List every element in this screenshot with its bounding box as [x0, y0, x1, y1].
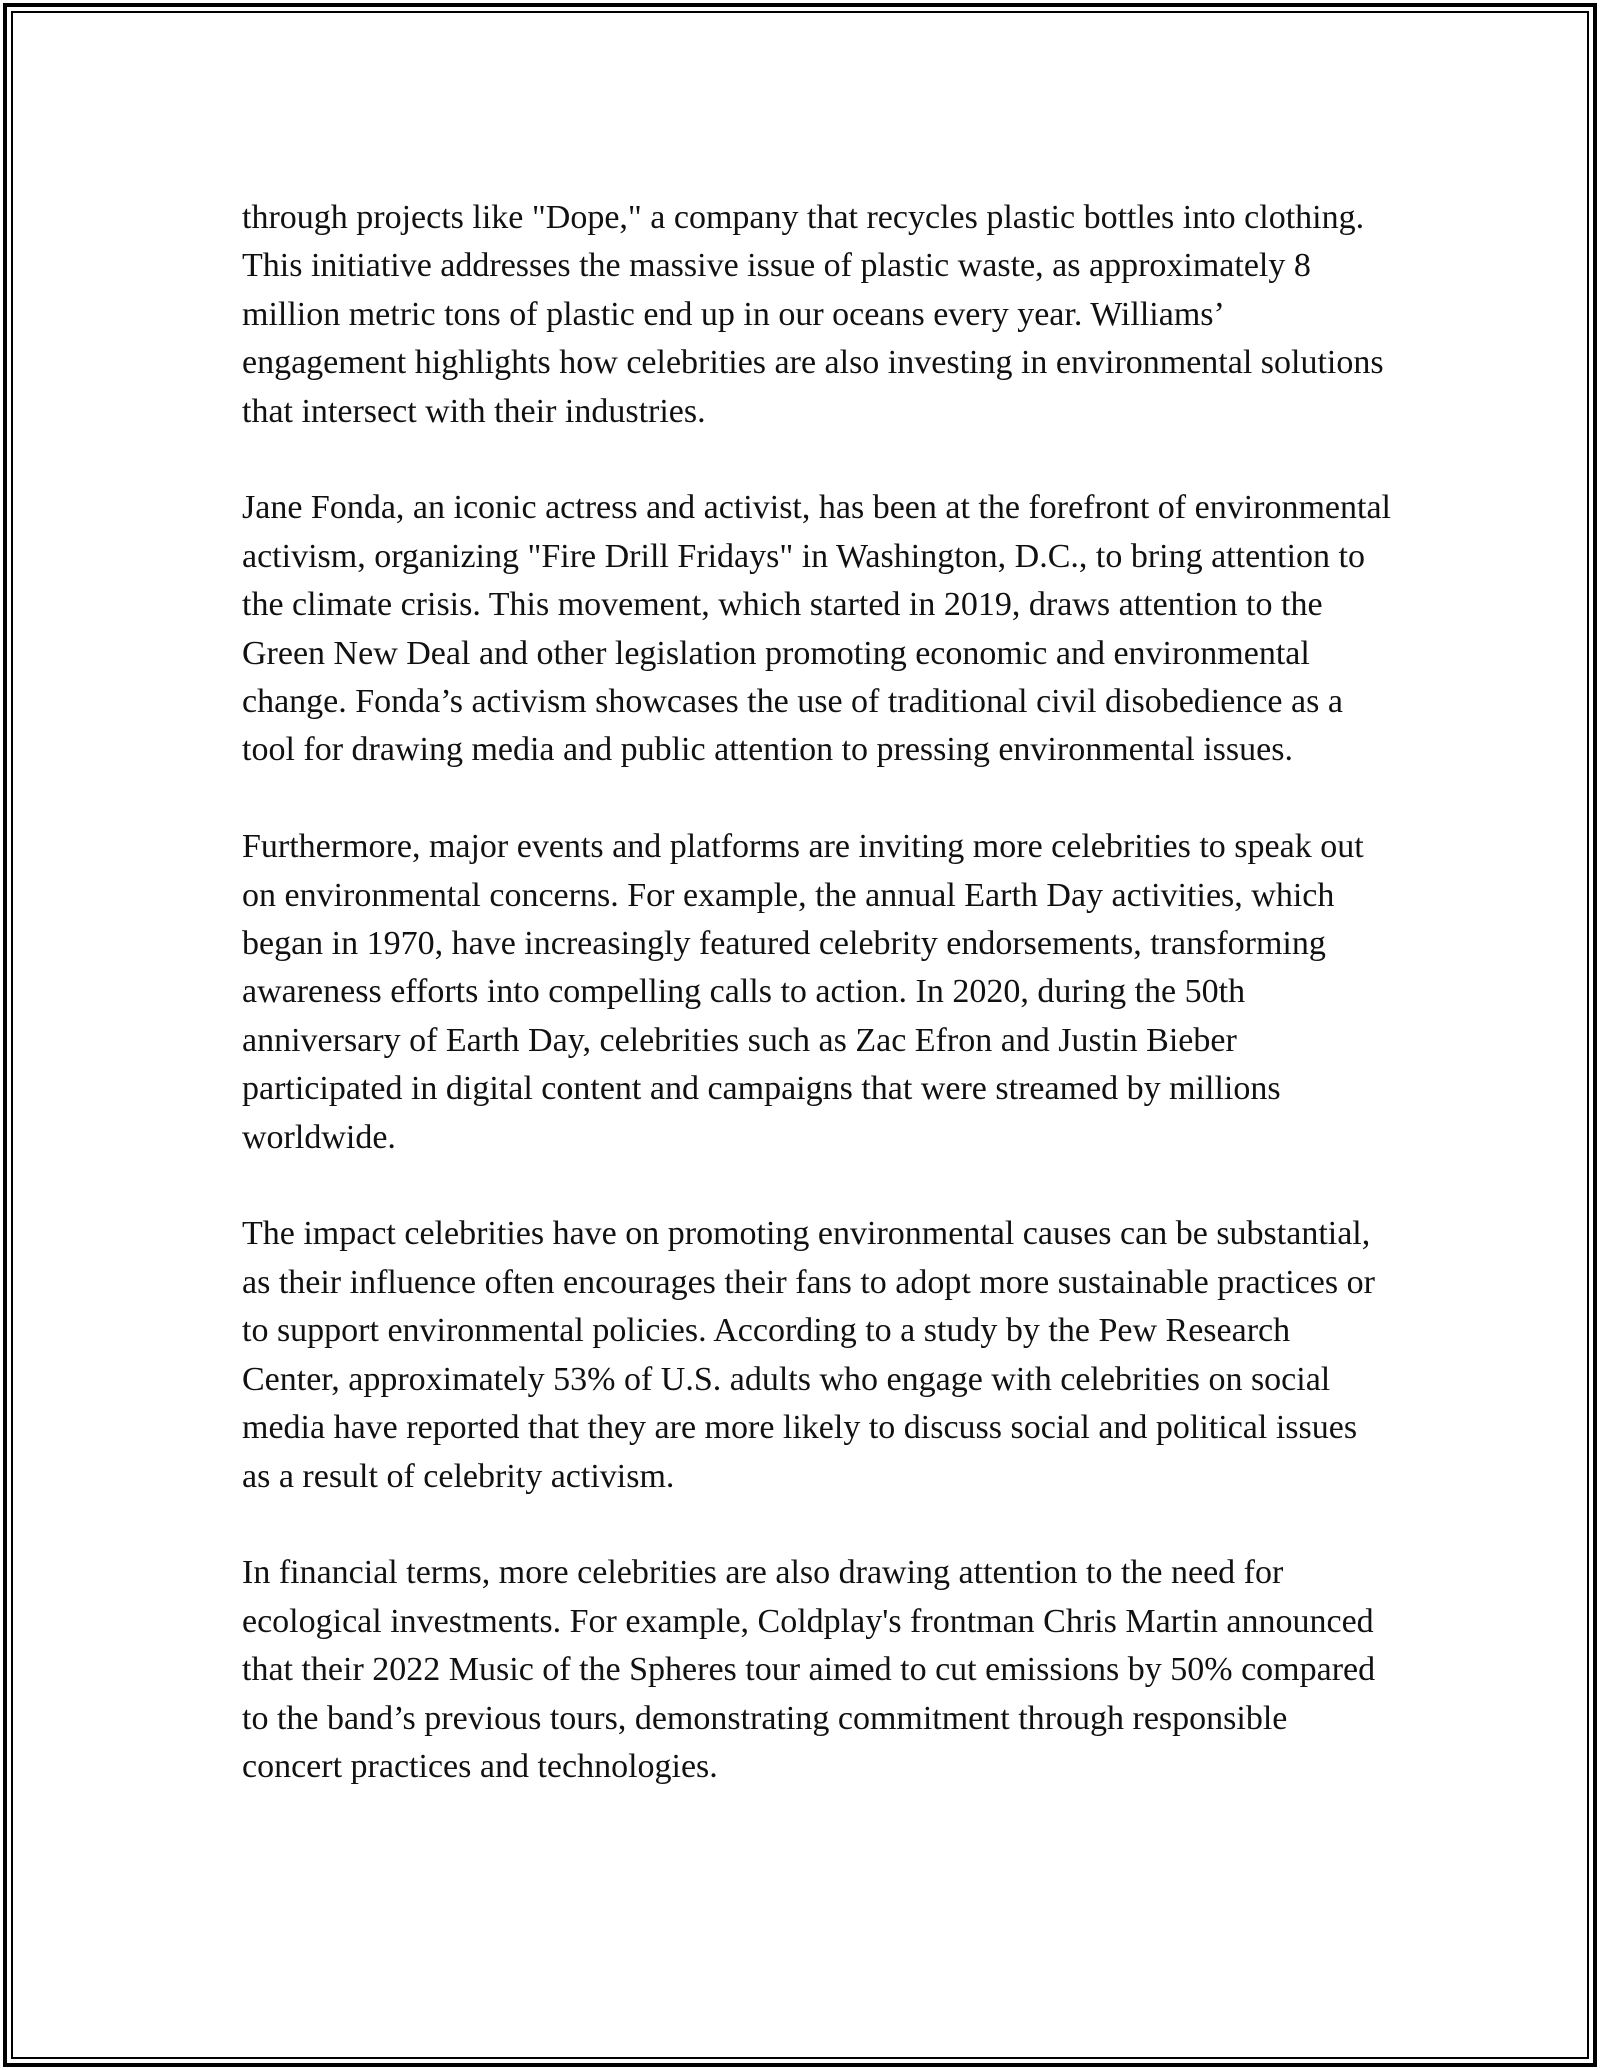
paragraph: through projects like "Dope," a company that recycles plastic bottles into clothing. This initiative addresses the massive issue of plastic waste, as approximately 8 million metric tons of plastic end up in our oceans every year. Williams’ engagement highlights how celebrities are also investing in environmental solutions that intersect with their industries.: [242, 199, 1384, 430]
page-border: [3, 3, 1597, 2067]
paragraph: Jane Fonda, an iconic actress and activist, has been at the forefront of environmental activism, organizing "Fire Drill Fridays" in Washington, D.C., to bring attention to the climate crisis. This movement, which started in 2019, draws attention to the Green New Deal and other legislation promoting economic and environmental change. Fonda’s activism showcases the use of traditional civil disobedience as a tool for drawing media and public attention to pressing environmental issues.: [242, 489, 1391, 769]
paragraph: In financial terms, more celebrities are also drawing attention to the need for ecological investments. For example, Coldplay's frontman Chris Martin announced that their 2022 Music of the Spheres tour aimed to cut emissions by 50% compared to the band’s previous tours, demonstrating commitment through responsible concert practices and technologies.: [242, 1554, 1376, 1785]
paragraph: The impact celebrities have on promoting environmental causes can be substantial, as their influence often encourages their fans to adopt more sustainable practices or to support environmental policies. According to a study by the Pew Research Center, approximately 53% of U.S. adults who engage with celebrities on social media have reported that they are more likely to discuss social and political issues as a result of celebrity activism.: [242, 1215, 1375, 1495]
paragraph: Furthermore, major events and platforms are inviting more celebrities to speak out on environmental concerns. For example, the annual Earth Day activities, which began in 1970, have increasingly featured celebrity endorsements, transforming awareness efforts into compelling calls to action. In 2020, during the 50th anniversary of Earth Day, celebrities such as Zac Efron and Justin Bieber participated in digital content and campaigns that were streamed by millions worldwide.: [242, 828, 1364, 1156]
document-body: [242, 194, 1392, 1791]
